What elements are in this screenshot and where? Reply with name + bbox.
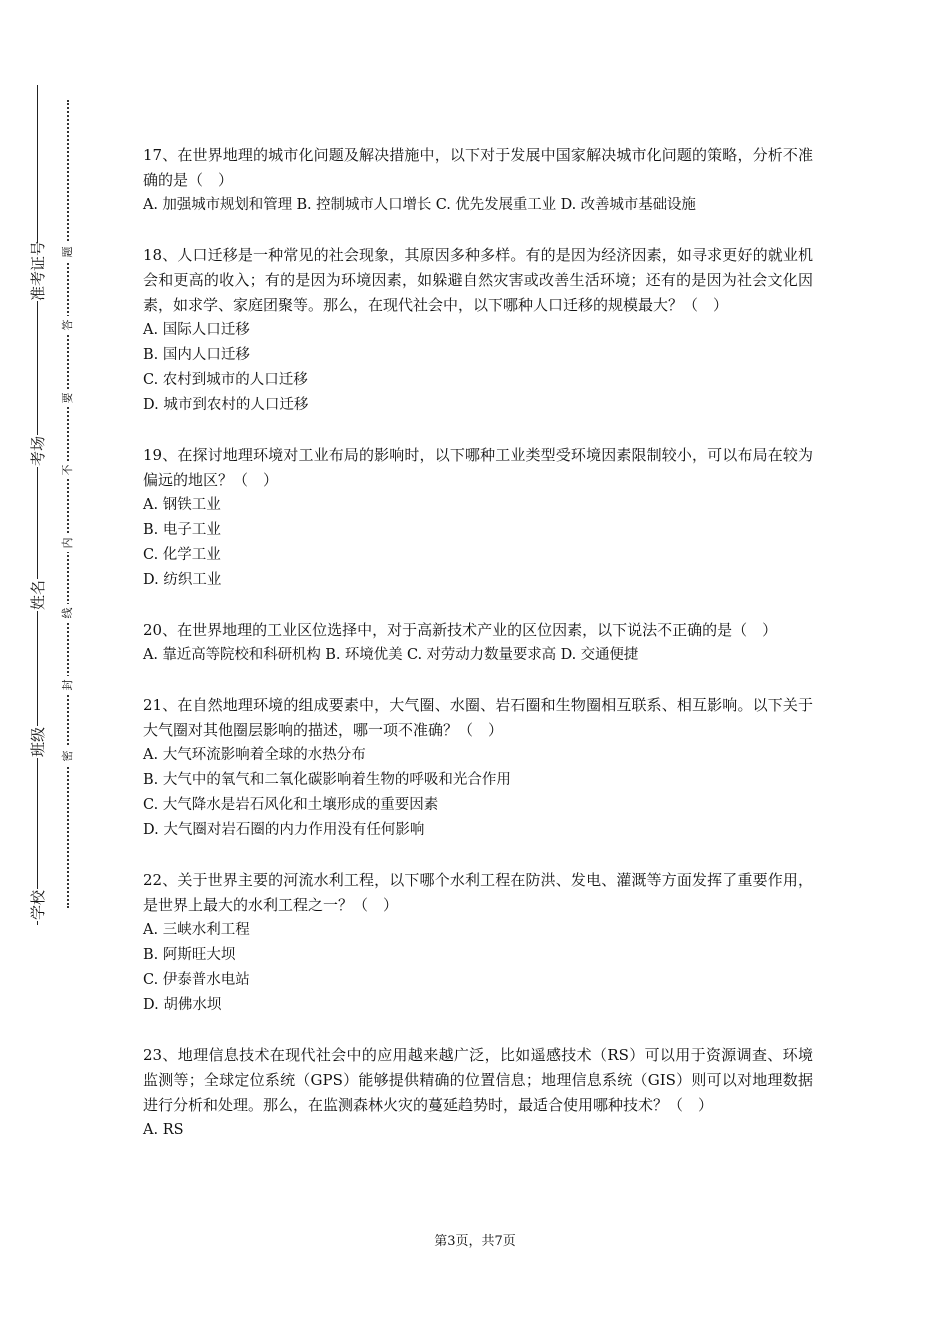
option-c: C. 伊泰普水电站 [143,972,250,988]
seal-char: 线 [60,604,76,622]
option-c: C. 大气降水是岩石风化和土壤形成的重要因素 [143,797,439,813]
question-stem: 23、地理信息技术在现代社会中的应用越来越广泛，比如遥感技术（RS）可以用于资源调查、环境监测等；全球定位系统（GPS）能够提供精确的位置信息；地理信息系统（GIS）则可以对地理数据进行分析和处理。那么，在监测森林火灾的蔓延趋势时，最适合使用哪种技术？（ ） [143,1046,813,1114]
question-stem: 22、关于世界主要的河流水利工程，以下哪个水利工程在防洪、发电、灌溉等方面发挥了重要作用，是世界上最大的水利工程之一？（ ） [143,871,813,914]
question-stem: 19、在探讨地理环境对工业布局的影响时，以下哪种工业类型受环境因素限制较小，可以布局在较为偏远的地区？（ ） [143,446,813,489]
option-b: B. 阿斯旺大坝 [143,947,236,963]
seal-char: 题 [60,243,76,261]
seal-dotted-line [67,100,69,908]
page-footer: 第3页，共7页 [434,1234,516,1249]
question-20 [143,618,813,668]
question-23 [143,1043,813,1143]
option-a: A. 大气环流影响着全球的水热分布 [143,747,366,763]
binding-line [37,85,38,925]
question-19 [143,443,813,593]
options-inline: A. 靠近高等院校和科研机构 B. 环境优美 C. 对劳动力数量要求高 D. 交通便捷 [143,647,639,663]
option-b: B. 电子工业 [143,522,221,538]
option-a: A. RS [143,1122,184,1138]
option-a: A. 三峡水利工程 [143,922,250,938]
question-18 [143,243,813,418]
options-inline: A. 加强城市规划和管理 B. 控制城市人口增长 C. 优先发展重工业 D. 改善城市基础设施 [143,197,696,213]
seal-char: 内 [60,534,76,552]
option-b: B. 大气中的氧气和二氧化碳影响着生物的呼吸和光合作用 [143,772,511,788]
question-17 [143,143,813,218]
question-stem: 21、在自然地理环境的组成要素中，大气圈、水圈、岩石圈和生物圈相互联系、相互影响。以下关于大气圈对其他圈层影响的描述，哪一项不准确？（ ） [143,696,813,739]
seal-char: 密 [60,747,76,765]
question-22 [143,868,813,1018]
option-d: D. 胡佛水坝 [143,997,222,1013]
option-c: C. 农村到城市的人口迁移 [143,372,308,388]
school-label: 学校 [29,890,47,921]
option-c: C. 化学工业 [143,547,221,563]
name-label: 姓名 [29,580,47,611]
question-stem: 17、在世界地理的城市化问题及解决措施中，以下对于发展中国家解决城市化问题的策略，分析不准确的是（ ） [143,146,813,189]
question-list [143,143,813,1168]
class-label: 班级 [29,727,47,758]
exam-id-label: 准考证号 [29,240,47,301]
question-21 [143,693,813,843]
option-a: A. 钢铁工业 [143,497,221,513]
question-stem: 20、在世界地理的工业区位选择中，对于高新技术产业的区位因素，以下说法不正确的是（ ） [143,621,778,639]
question-stem: 18、人口迁移是一种常见的社会现象，其原因多种多样。有的是因为经济因素，如寻求更好的就业机会和更高的收入；有的是因为环境因素，如躲避自然灾害或改善生活环境；还有的是因为社会文化因素，如求学、家庭团聚等。那么，在现代社会中，以下哪种人口迁移的规模最大？（ ） [143,246,813,314]
option-d: D. 城市到农村的人口迁移 [143,397,309,413]
seal-char: 封 [60,676,76,694]
seal-char: 要 [60,389,76,407]
option-a: A. 国际人口迁移 [143,322,250,338]
option-d: D. 大气圈对岩石圈的内力作用没有任何影响 [143,822,425,838]
seal-char: 不 [60,461,76,479]
seal-char: 答 [60,316,76,334]
exam-room-label: 考场 [29,436,47,467]
option-d: D. 纺织工业 [143,572,222,588]
option-b: B. 国内人口迁移 [143,347,250,363]
